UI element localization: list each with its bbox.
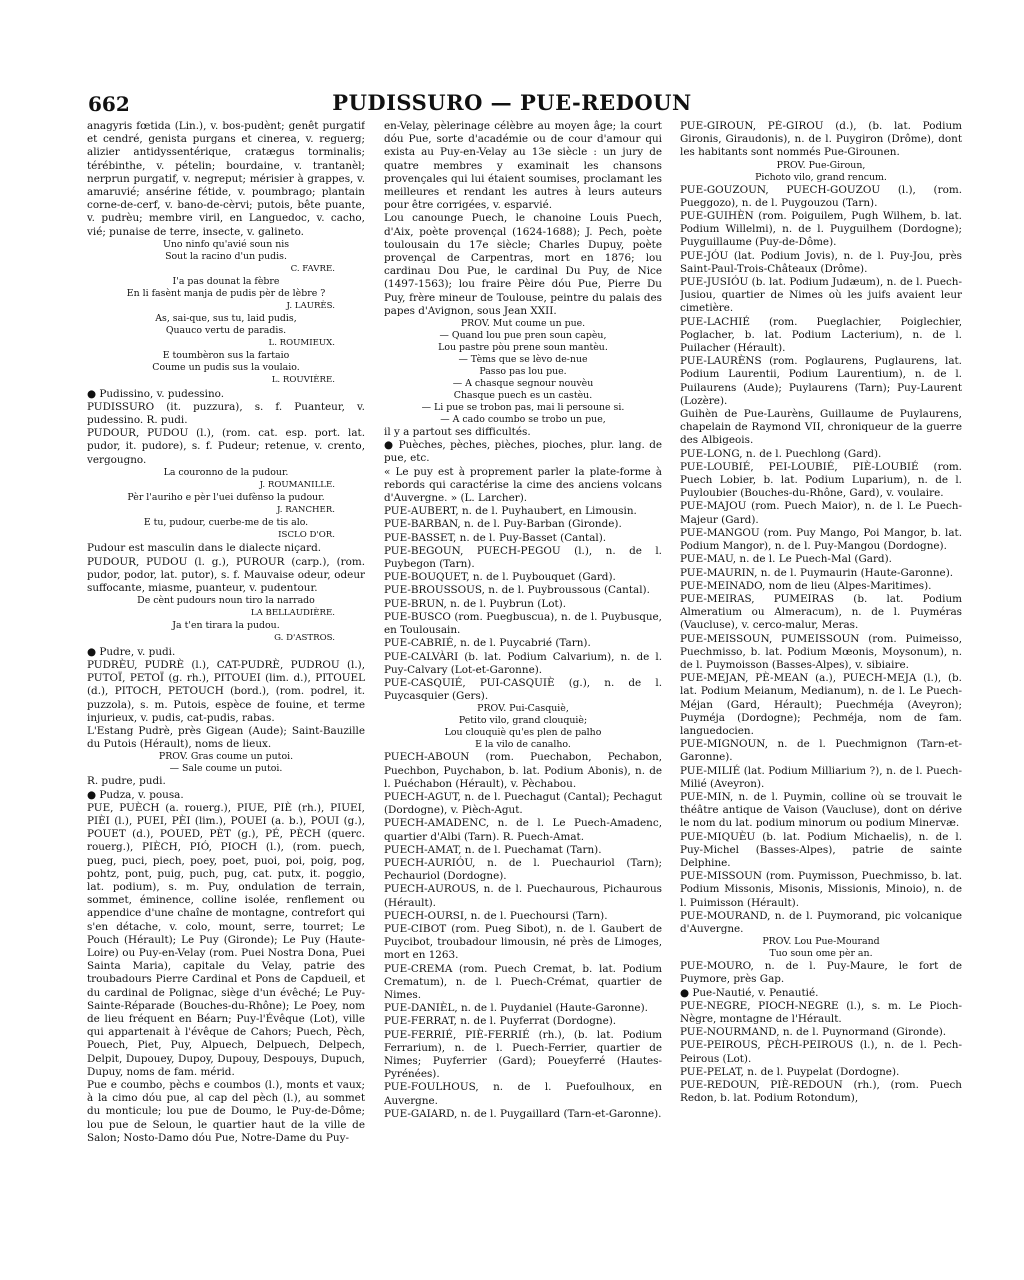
dictionary-paragraph: PUE-FERRIÉ, PIÈ-FERRIÉ (rh.), (b. lat. Podium Ferrarium), n. de l. Puech-Ferrier, quartier de Nimes; Puyferrier (Gard); Poueyferré (Hautes-Pyrénées).: [384, 1028, 662, 1081]
quoted-verse: — Li pue se trobon pas, mai li persoune si.: [421, 402, 625, 414]
quoted-verse: Lou pastre pòu prene soun mantèu.: [438, 342, 608, 354]
dictionary-paragraph: PUE-MAJOU (rom. Puech Maior), n. de l. Le Puech-Majeur (Gard).: [680, 500, 962, 526]
quoted-verse: PROV. Mut coume un pue.: [460, 318, 586, 330]
column-left: [87, 120, 365, 1260]
dictionary-paragraph: PUE-MEJAN, PÈ-MEAN (a.), PUECH-MEJA (l.), (b. lat. Podium Meianum, Medianum), n. de l. Le Puech-Méjan (Gard, Hérault); Puechméja (Aveyron); Puyméja (Dordogne); Pechméja, nom de fam. languedocien.: [680, 672, 962, 737]
quoted-verse: PROV. Gras coume un putoi.: [158, 751, 294, 763]
quoted-verse: E tu, pudour, cuerbe-me de tis alo.: [143, 517, 309, 529]
dictionary-paragraph: PUE-FOULHOUS, n. de l. Puefoulhoux, en Auvergne.: [384, 1081, 662, 1107]
dictionary-paragraph: en-Velay, pèlerinage célèbre au moyen âge; la court dóu Pue, sorte d'académie ou de cour d'amour qui exista au Puy-en-Velay au 13e siècle : un jury de quatre membres y examinait les chansons provençales qui lui étaient soumises, proclamant les meilleures et rendant les autres à leurs auteurs pour être corrigées, v. esparvié.: [384, 120, 662, 212]
dictionary-paragraph: PUE-JÓU (lat. Podium Jovis), n. de l. Puy-Jou, près Saint-Paul-Trois-Châteaux (Drôme).: [680, 249, 962, 275]
dictionary-paragraph: PUE-BEGOUN, PUECH-PEGOU (l.), n. de l. Puybegon (Tarn).: [384, 544, 662, 571]
verse-attribution: J. LAURÈS.: [286, 301, 335, 312]
dictionary-paragraph: PUECH-ABOUN (rom. Puechabon, Pechabon, Puechbon, Puychabon, b. lat. Podium Abonis), n. de l. Puéchabon (Hérault), v. Pèchabou.: [384, 751, 662, 790]
quoted-verse: — Quand lou pue pren soun capèu,: [439, 330, 607, 342]
dictionary-paragraph: PUE-BASSET, n. de l. Puy-Basset (Cantal).: [384, 531, 607, 544]
quoted-verse: E toumbèron sus la fartaio: [162, 350, 290, 362]
verse-attribution: G. D'ASTROS.: [274, 633, 335, 644]
dictionary-paragraph: PUE-BROUSSOUS, n. de l. Puybroussous (Cantal).: [384, 584, 650, 597]
dictionary-paragraph: R. pudre, pudi.: [87, 775, 166, 788]
dictionary-paragraph: ● Pudza, v. pousa.: [87, 788, 184, 801]
dictionary-paragraph: PUECH-OURSI, n. de l. Puechoursi (Tarn).: [384, 909, 608, 922]
dictionary-paragraph: PUE-NEGRE, PIOCH-NEGRE (l.), s. m. Le Pioch-Nègre, montagne de l'Hérault.: [680, 999, 962, 1025]
dictionary-paragraph: PUE-MISSOUN (rom. Puymisson, Puechmisso, b. lat. Podium Missonis, Misonis, Missionis, Minoio), n. de l. Puimisson (Hérault).: [680, 870, 962, 909]
quoted-verse: — A cado coumbo se trobo un pue,: [440, 414, 606, 426]
dictionary-paragraph: anagyris fœtida (Lin.), v. bos-pudènt; genêt purgatif et cendré, genista purgans et cinerea, v. reguerg; alizier antidyssentérique, cratægus torminalis; térébinthe, v. pételin; bourdaine, v. trantanèl; nerprun purgatif, v. negreput; mérisier à grappes, v. amaruvié; ansérine fétide, v. poumbrago; plantain corne-de-cerf, v. bano-de-cèrvi; putois, bête puante, v. pudrèu; membre viril, en Languedoc, v. cacho, vié; punaise de terre, insecte, v. galineto.: [87, 120, 365, 238]
dictionary-paragraph: PUE-MEINADO, nom de lieu (Alpes-Maritimes).: [680, 579, 932, 592]
dictionary-paragraph: PUECH-AMAT, n. de l. Puechamat (Tarn).: [384, 843, 602, 856]
dictionary-paragraph: PUE-MOURAND, n. de l. Puymorand, pic volcanique d'Auvergne.: [680, 909, 962, 935]
dictionary-paragraph: PUDOUR, PUDOU (l. g.), PUROUR (carp.), (rom. pudor, podor, lat. putor), s. f. Mauvaise odeur, odeur suffocante, miasme, puanteur, v. pudentour.: [87, 555, 365, 595]
dictionary-paragraph: PUE-MEISSOUN, PUMEISSOUN (rom. Puimeisso, Puechmisso, b. lat. Podium Mœonis, Moysonum), n. de l. Puymoisson (Basses-Alpes), v. sibiaire.: [680, 632, 962, 671]
dictionary-paragraph: ● Pue-Nautié, v. Penautié.: [680, 986, 819, 999]
dictionary-paragraph: PUE-GUIHÈN (rom. Poiguilem, Pugh Wilhem, b. lat. Podium Willelmi), n. de l. Puyguilhem (Dordogne); Puyguillaume (Puy-de-Dôme).: [680, 210, 962, 249]
verse-attribution: ISCLO D'OR.: [278, 530, 335, 541]
column-right: [680, 120, 962, 1260]
dictionary-paragraph: PUE-CABRIÉ, n. de l. Puycabrié (Tarn).: [384, 637, 591, 650]
dictionary-paragraph: PUE-BOUQUET, n. de l. Puybouquet (Gard).: [384, 571, 616, 584]
verse-attribution: C. FAVRE.: [290, 263, 335, 274]
quoted-verse: Petito vilo, grand clouquiè;: [458, 715, 588, 727]
dictionary-paragraph: PUE-MEIRAS, PUMEIRAS (b. lat. Podium Almeratium ou Almeracum), n. de l. Puyméras (Vaucluse), v. cerco-malur, Meras.: [680, 592, 962, 632]
dictionary-paragraph: PUE, PUÈCH (a. rouerg.), PIUE, PIÈ (rh.), PIUEI, PIÈI (l.), PUEI, PÈI (lim.), POUEI (a. b.), POUI (g.), POUET (d.), POUED, PÈT (g.), PÉ, PÈCH (querc. rouerg.), PIÈCH, PIÓ, PIOCH (l.), (rom. puech, pueg, puci, piech, poey, poet, puoi, poi, poig, pog, pohtz, pont, puig, puch, pug, cat. putx, it. poggio, lat. podium), s. m. Puy, ondulation de terrain, sommet, éminence, colline isolée, renflement ou appendice d'une chaîne de montagne, contrefort qui s'en détache, v. colo, mount, serre, tourret; Le Pouch (Hérault); Le Puy (Gironde); Le Puy (Haute-Loire) ou Puy-en-Velay (rom. Puei Nostra Dona, Puei Sainta Maria), capitale du Velay, patrie des troubadours Pierre Cardinal et Pons de Capdueil, et du cardinal de Polignac, siège d'un évêché; Le Puy-Sainte-Réparade (Bouches-du-Rhône); Le Poey, nom de lieu fréquent en Béarn; Puy-l'Évêque (Lot), ville qui appartenait à l'évêque de Cahors; Puech, Pèch, Pouech, Piet, Puy, Alpuech, Delpuech, Delpech, Delpit, Dupouey, Dupoy, Dupouy, Despouys, Dupuch, Dupuy, noms de fam. mérid.: [87, 801, 365, 1078]
dictionary-paragraph: PUE-REDOUN, PIÈ-REDOUN (rh.), (rom. Puech Redon, b. lat. Podium Rotondum),: [680, 1079, 962, 1105]
dictionary-paragraph: PUE-MANGOU (rom. Puy Mango, Poi Mangor, b. lat. Podium Mangor), n. de l. Puy-Mangou (Dordogne).: [680, 526, 962, 553]
quoted-verse: Passo pas lou pue.: [479, 366, 567, 378]
quoted-verse: De cènt pudours noun tiro la narrado: [137, 595, 315, 607]
quoted-verse: — Tèms que se lèvo de-nue: [458, 354, 588, 366]
dictionary-paragraph: PUE-CALVÀRI (b. lat. Podium Calvarium), n. de l. Puy-Calvary (Lot-et-Garonne).: [384, 650, 662, 676]
dictionary-paragraph: PUE-MIQUÈU (b. lat. Podium Michaelis), n. de l. Puy-Michel (Basses-Alpes), patrie de sainte Delphine.: [680, 830, 962, 869]
dictionary-paragraph: « Le puy est à proprement parler la plate-forme à rebords qui caractérise la cime des anciens volcans d'Auvergne. » (L. Larcher).: [384, 465, 662, 505]
quoted-verse: Coume un pudis sus la voulaio.: [152, 362, 300, 374]
verse-attribution: J. ROUMANILLE.: [259, 479, 335, 490]
quoted-verse: Ja t'en tirara la pudou.: [172, 620, 280, 632]
dictionary-paragraph: PUE-PEIROUS, PÈCH-PEIROUS (l.), n. de l. Pech-Peirous (Lot).: [680, 1039, 962, 1065]
dictionary-paragraph: PUDOUR, PUDOU (l.), (rom. cat. esp. port. lat. pudor, it. pudore), s. f. Pudeur; retenue, v. crento, vergougno.: [87, 427, 365, 466]
dictionary-paragraph: PUECH-AUROUS, n. de l. Puechaurous, Pichaurous (Hérault).: [384, 883, 662, 909]
dictionary-paragraph: PUDRÈU, PUDRÈ (l.), CAT-PUDRÈ, PUDROU (l.), PUTOÏ, PETOÏ (g. rh.), PITOUEI (lim. d.), PITOUEL (d.), PITOCH, PETOUCH (bord.), (rom. podrel, it. puzzola), s. m. Putois, espèce de fouine, et terme injurieux, v. pudis, cat-pudis, rabas.: [87, 658, 365, 724]
dictionary-paragraph: Guihèn de Pue-Laurèns, Guillaume de Puylaurens, chapelain de Raymond VII, chroniqueur de la guerre des Albigeois.: [680, 408, 962, 447]
dictionary-paragraph: PUE-AUBERT, n. de l. Puyhaubert, en Limousin.: [384, 505, 637, 518]
dictionary-paragraph: PUE-LAURÈNS (rom. Poglaurens, Puglaurens, lat. Podium Laurentii, Podium Laurentium), n. de l. Puilaurens (Aude); Puylaurens (Tarn); Puy-Laurent (Lozère).: [680, 355, 962, 407]
quoted-verse: La couronno de la pudour.: [163, 466, 289, 478]
dictionary-paragraph: PUECH-AGUT, n. de l. Puechagut (Cantal); Pechagut (Dordogne), v. Pièch-Agut.: [384, 790, 662, 817]
running-head: PUDISSURO — PUE-REDOUN: [332, 90, 692, 115]
quoted-verse: Sout la racino d'un pudis.: [165, 250, 287, 262]
dictionary-paragraph: PUE-CIBOT (rom. Pueg Sibot), n. de l. Gaubert de Puycibot, troubadour limousin, né près de Limoges, mort en 1263.: [384, 922, 662, 962]
quoted-verse: PROV. Pui-Casquiè,: [477, 703, 569, 715]
dictionary-paragraph: ● Pudre, v. pudi.: [87, 645, 176, 658]
dictionary-paragraph: ● Pudissino, v. pudessino.: [87, 387, 225, 400]
dictionary-paragraph: PUE-GAIARD, n. de l. Puygaillard (Tarn-et-Garonne).: [384, 1107, 662, 1120]
quoted-verse: Lou clouquiè qu'es plen de palho: [444, 727, 602, 739]
quoted-verse: Tuo soun ome pèr an.: [769, 948, 873, 960]
dictionary-paragraph: Pudour est masculin dans le dialecte niçard.: [87, 542, 322, 555]
dictionary-paragraph: PUE-LONG, n. de l. Puechlong (Gard).: [680, 447, 882, 460]
quoted-verse: PROV. Pue-Giroun,: [776, 159, 866, 171]
quoted-verse: Pichoto vilo, grand rencum.: [755, 171, 887, 183]
dictionary-paragraph: PUE-LACHIÉ (rom. Pueglachier, Poiglechier, Poglacher, b. lat. Podium Lacterium), n. de l. Puilacher (Hérault).: [680, 315, 962, 355]
quoted-verse: I'a pas dounat la fèbre: [172, 276, 280, 288]
verse-attribution: J. RANCHER.: [277, 505, 335, 516]
dictionary-paragraph: PUE-GOUZOUN, PUECH-GOUZOU (l.), (rom. Pueggozo), n. de l. Puygouzou (Tarn).: [680, 183, 962, 209]
dictionary-paragraph: PUE-FERRAT, n. de l. Puyferrat (Dordogne).: [384, 1015, 617, 1028]
dictionary-paragraph: Pue e coumbo, pèchs e coumbos (l.), monts et vaux; à la cimo dóu pue, al cap del pèch (l.), au sommet du monticule; lou pue de Doumo, le Puy-de-Dôme; lou pue de Seloun, le quartier haut de la ville de Salon; Nosto-Damo dóu Pue, Notre-Dame du Puy-: [87, 1078, 365, 1144]
quoted-verse: PROV. Lou Pue-Mourand: [762, 936, 880, 948]
dictionary-paragraph: PUE-BRUN, n. de l. Puybrun (Lot).: [384, 597, 567, 610]
dictionary-paragraph: PUE-GIROUN, PÈ-GIROU (d.), (b. lat. Podium Gironis, Giraudonis), n. de l. Puygiron (Drôme), dont les habitants sont nommés Pue-Girounen.: [680, 120, 962, 159]
dictionary-paragraph: ● Puèches, pèches, pièches, pioches, plur. lang. de pue, etc.: [384, 439, 662, 465]
dictionary-paragraph: PUE-CASQUIÉ, PUI-CASQUIÈ (g.), n. de l. Puycasquier (Gers).: [384, 676, 662, 703]
quoted-verse: E la vilo de canalho.: [475, 739, 571, 751]
dictionary-paragraph: PUE-MIN, n. de l. Puymin, colline où se trouvait le théâtre antique de Vaison (Vaucluse), dont on dérive le nom du lat. podium minorum ou podium Minervæ.: [680, 790, 962, 830]
quoted-verse: Quauco vertu de paradis.: [165, 325, 287, 337]
quoted-verse: Uno ninfo qu'avié soun nis: [162, 238, 290, 250]
quoted-verse: As, sai-que, sus tu, laid pudis,: [155, 313, 297, 325]
dictionary-paragraph: PUE-DANIÈL, n. de l. Puydaniel (Haute-Garonne).: [384, 1002, 648, 1015]
dictionary-paragraph: PUE-BARBAN, n. de l. Puy-Barban (Gironde).: [384, 518, 622, 531]
verse-attribution: LA BELLAUDIÈRE.: [250, 608, 335, 619]
dictionary-paragraph: PUE-MIGNOUN, n. de l. Puechmignon (Tarn-et-Garonne).: [680, 738, 962, 764]
dictionary-paragraph: PUDISSURO (it. puzzura), s. f. Puanteur, v. pudessino. R. pudi.: [87, 400, 365, 427]
quoted-verse: Pèr l'auriho e pèr l'uei dufènso la pudour.: [127, 492, 325, 504]
page-number: 662: [88, 92, 130, 116]
dictionary-paragraph: PUE-MAU, n. de l. Le Puech-Mal (Gard).: [680, 553, 892, 566]
column-middle: [384, 120, 662, 1260]
dictionary-paragraph: L'Estang Pudrè, près Gigean (Aude); Saint-Bauzille du Putois (Hérault), noms de lieux.: [87, 724, 365, 751]
quoted-verse: — A chasque segnour nouvèu: [452, 378, 594, 390]
quoted-verse: — Sale coume un putoi.: [169, 763, 283, 775]
dictionary-paragraph: PUECH-AURIÓU, n. de l. Puechauriol (Tarn); Pechauriol (Dordogne).: [384, 856, 662, 883]
dictionary-paragraph: PUE-PELAT, n. de l. Puypelat (Dordogne).: [680, 1065, 900, 1078]
quoted-verse: En li fasènt manja de pudis pèr de lèbre ?: [126, 288, 326, 300]
dictionary-paragraph: PUE-MAURIN, n. de l. Puymaurin (Haute-Garonne).: [680, 566, 954, 579]
verse-attribution: L. ROUVIÈRE.: [271, 375, 335, 386]
verse-attribution: L. ROUMIEUX.: [268, 338, 335, 349]
dictionary-paragraph: PUE-BUSCO (rom. Puegbuscua), n. de l. Puybusque, en Toulousain.: [384, 610, 662, 637]
dictionary-paragraph: PUE-CREMA (rom. Puech Cremat, b. lat. Podium Crematum), n. de l. Puech-Crémat, quartier de Nimes.: [384, 962, 662, 1001]
dictionary-paragraph: PUECH-AMADENC, n. de l. Le Puech-Amadenc, quartier d'Albi (Tarn). R. Puech-Amat.: [384, 817, 662, 843]
dictionary-paragraph: PUE-LOUBIÉ, PEI-LOUBIÉ, PIÈ-LOUBIÉ (rom. Puech Lobier, b. lat. Podium Luparium), n. de l. Puyloubier (Bouches-du-Rhône, Gard), v. voulaire.: [680, 460, 962, 500]
dictionary-paragraph: PUE-MILIÉ (lat. Podium Milliarium ?), n. de l. Puech-Milié (Aveyron).: [680, 764, 962, 790]
dictionary-paragraph: PUE-MOURO, n. de l. Puy-Maure, le fort de Puymore, près Gap.: [680, 960, 962, 986]
quoted-verse: Chasque puech es un castèu.: [453, 390, 593, 402]
dictionary-paragraph: PUE-JUSIÓU (b. lat. Podium Judæum), n. de l. Puech-Jusiou, quartier de Nimes où les juifs avaient leur cimetière.: [680, 276, 962, 315]
dictionary-paragraph: PUE-NOURMAND, n. de l. Puynormand (Gironde).: [680, 1026, 947, 1039]
dictionary-paragraph: il y a partout ses difficultés.: [384, 426, 531, 439]
dictionary-paragraph: Lou canounge Puech, le chanoine Louis Puech, d'Aix, poète provençal (1624-1688); J. Pech, poète toulousain du 17e siècle; Charles Dupuy, poète provençal de Carpentras, mort en 1876; lou cardinau Dou Pue, le cardinal Du Puy, de Nice (1497-1563); lou fraire Pèire dóu Pue, Pierre Du Puy, frère mineur de Toulouse, peintre du palais des papes d'Avignon, sous Jean XXII.: [384, 212, 662, 317]
